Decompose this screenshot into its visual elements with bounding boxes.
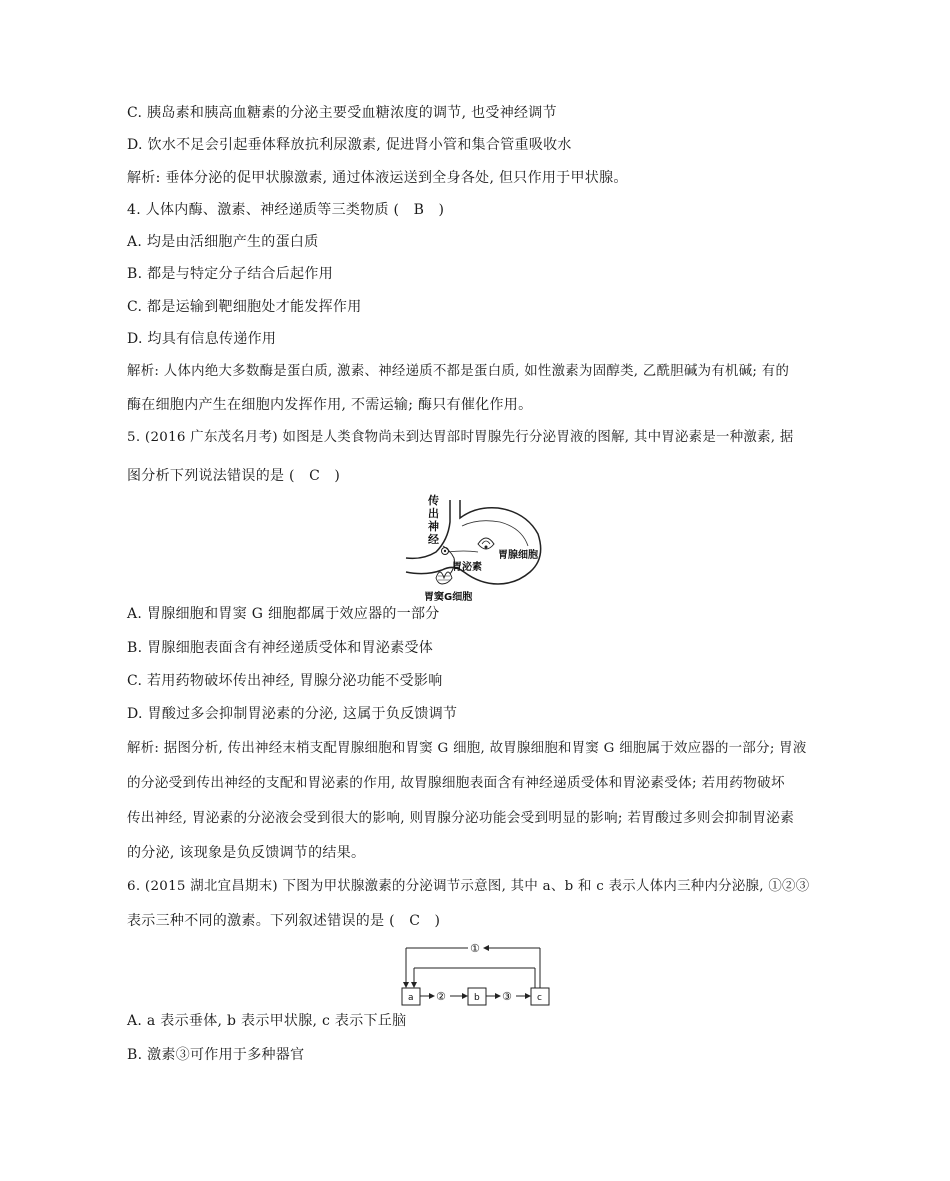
svg-text:经: 经 (428, 533, 439, 546)
hormone-2-label: ② (436, 990, 446, 1003)
box-a-label: a (408, 993, 414, 1003)
analysis-5-line3: 传出神经, 胃泌素的分泌液会受到很大的影响, 则胃腺分泌功能会受到明显的影响; 若胃酸过多则会抑制胃泌素 (127, 810, 795, 826)
gland-cell-label: 胃腺细胞 (498, 550, 538, 561)
question-4: 4. 人体内酶、激素、神经递质等三类物质 ( B ) (127, 202, 445, 218)
option-5c: C. 若用药物破坏传出神经, 胃腺分泌功能不受影响 (127, 673, 443, 689)
question-6-line2: 表示三种不同的激素。下列叙述错误的是 ( C ) (127, 913, 441, 929)
option-5d: D. 胃酸过多会抑制胃泌素的分泌, 这属于负反馈调节 (127, 706, 458, 722)
option-6b: B. 激素③可作用于多种器官 (127, 1047, 305, 1063)
option-4d: D. 均具有信息传递作用 (127, 331, 277, 347)
hormone-1-label: ① (470, 942, 480, 955)
analysis-4-line2: 酶在细胞内产生在细胞内发挥作用, 不需运输; 酶只有催化作用。 (127, 397, 533, 413)
option-3d: D. 饮水不足会引起垂体释放抗利尿激素, 促进肾小管和集合管重吸收水 (127, 137, 572, 153)
thyroid-regulation-figure (398, 940, 556, 1010)
analysis-4-line1: 解析: 人体内绝大多数酶是蛋白质, 激素、神经递质不都是蛋白质, 如性激素为固醇类, 乙酰胆碱为有机碱; 有的 (127, 364, 790, 379)
option-6a: A. a 表示垂体, b 表示甲状腺, c 表示下丘脑 (127, 1013, 407, 1029)
hormone-3-label: ③ (502, 990, 512, 1003)
option-4a: A. 均是由活细胞产生的蛋白质 (127, 234, 319, 250)
question-5-line2: 图分析下列说法错误的是 ( C ) (127, 468, 341, 484)
question-5-line1: 5. (2016 广东茂名月考) 如图是人类食物尚未到达胃部时胃腺先行分泌胃液的图解, 其中胃泌素是一种激素, 据 (127, 430, 794, 445)
analysis-5-line2: 的分泌受到传出神经的支配和胃泌素的作用, 故胃腺细胞表面含有神经递质受体和胃泌素受体; 若用药物破坏 (127, 775, 785, 791)
option-4b: B. 都是与特定分子结合后起作用 (127, 266, 333, 282)
question-6-line1: 6. (2015 湖北宜昌期末) 下图为甲状腺激素的分泌调节示意图, 其中 a、b 和 c 表示人体内三种内分泌腺, ①②③ (127, 879, 810, 894)
svg-text:神: 神 (428, 520, 439, 533)
box-c-label: c (537, 993, 542, 1003)
nerve-label-char1: 传 (428, 494, 439, 507)
g-cell-label: 胃窦G细胞 (424, 592, 473, 603)
option-3c: C. 胰岛素和胰高血糖素的分泌主要受血糖浓度的调节, 也受神经调节 (127, 105, 557, 121)
analysis-5-line4: 的分泌, 该现象是负反馈调节的结果。 (127, 845, 366, 861)
analysis-3: 解析: 垂体分泌的促甲状腺激素, 通过体液运送到全身各处, 但只作用于甲状腺。 (127, 170, 628, 186)
gastrin-label: 胃泌素 (452, 562, 482, 573)
svg-text:出: 出 (428, 507, 439, 520)
option-5a: A. 胃腺细胞和胃窦 G 细胞都属于效应器的一部分 (127, 606, 440, 622)
option-5b: B. 胃腺细胞表面含有神经递质受体和胃泌素受体 (127, 640, 434, 656)
option-4c: C. 都是运输到靶细胞处才能发挥作用 (127, 299, 362, 315)
box-b-label: b (474, 993, 480, 1003)
analysis-5-line1: 解析: 据图分析, 传出神经末梢支配胃腺细胞和胃窦 G 细胞, 故胃腺细胞和胃窦 G 细胞属于效应器的一部分; 胃液 (127, 741, 807, 756)
stomach-figure (398, 492, 563, 604)
